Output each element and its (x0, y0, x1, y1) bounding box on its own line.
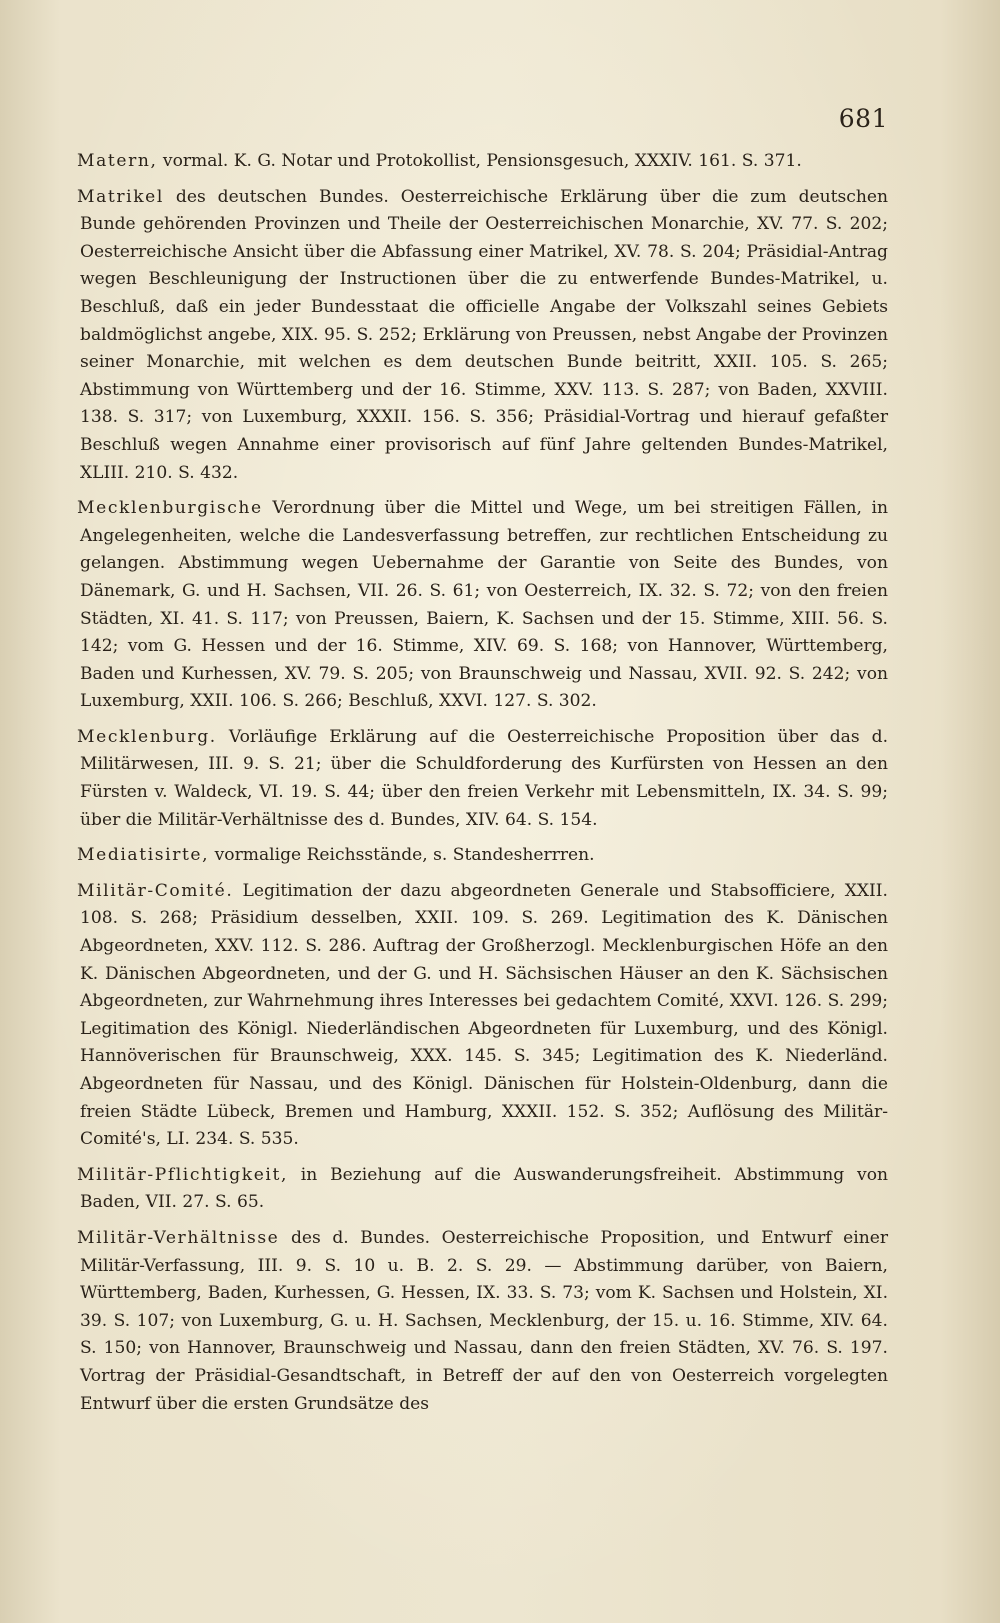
entry-term: Militär-Comité. (77, 880, 234, 901)
index-entry-matern (77, 148, 888, 176)
entry-body: des d. Bundes. Oesterreichische Proposition, und Entwurf einer Militär-Verfassung, III. 9. S. 10 u. B. 2. S. 29. — Abstimmung darüber, von Baiern, Württemberg, Baden, Kurhessen, G. Hessen, IX. 33. S. 73; vom K. Sachsen und Holstein, XI. 39. S. 107; von Luxemburg, G. u. H. Sachsen, Mecklenburg, der 15. u. 16. Stimme, XIV. 64. S. 150; von Hannover, Braunschweig und Nassau, dann den freien Städten, XV. 76. S. 197. Vortrag der Präsidial-Gesandtschaft, in Betreff der auf den von Oesterreich vorgelegten Entwurf über die ersten Grundsätze des (80, 1227, 888, 1414)
entry-term: Mediatisirte, (77, 845, 210, 866)
entry-term: Matern, (77, 151, 158, 171)
entry-term: Militär-Pflichtigkeit, (77, 1164, 288, 1185)
index-entry-militaer-verhaeltnisse (77, 1225, 888, 1418)
entry-body: Vorläufige Erklärung auf die Oesterreichische Proposition über das d. Militärwesen, III. 9. S. 21; über die Schuldforderung des Kurfürsten von Hessen an den Fürsten v. Waldeck, VI. 19. S. 44; über den freien Verkehr mit Lebensmitteln, IX. 34. S. 99; über die Militär-Verhältnisse des d. Bundes, XIV. 64. S. 154. (80, 726, 888, 830)
entry-body: des deutschen Bundes. Oesterreichische Erklärung über die zum deutschen Bunde gehörenden Provinzen und Theile der Oesterreichischen Monarchie, XV. 77. S. 202; Oesterreichische Ansicht über die Abfassung einer Matrikel, XV. 78. S. 204; Präsidial-Antrag wegen Beschleunigung der Instructionen über die zu entwerfende Bundes-Matrikel, u. Beschluß, daß ein jeder Bundesstaat die officielle Angabe der Volkszahl seines Gebiets baldmöglichst angebe, XIX. 95. S. 252; Erklärung von Preussen, nebst Angabe der Provinzen seiner Monarchie, mit welchen es dem deutschen Bunde beitritt, XXII. 105. S. 265; Abstimmung von Württemberg und der 16. Stimme, XXV. 113. S. 287; von Baden, XXVIII. 138. S. 317; von Luxemburg, XXXII. 156. S. 356; Präsidial-Vortrag und hierauf gefaßter Beschluß wegen Annahme einer provisorisch auf fünf Jahre geltenden Bundes-Matrikel, XLIII. 210. S. 432. (80, 186, 888, 483)
entry-body: Legitimation der dazu abgeordneten Generale und Stabsofficiere, XXII. 108. S. 268; Präsidium desselben, XXII. 109. S. 269. Legitimation des K. Dänischen Abgeordneten, XXV. 112. S. 286. Auftrag der Großherzogl. Mecklenburgischen Höfe an den K. Dänischen Abgeordneten, und der G. und H. Sächsischen Häuser an den K. Sächsischen Abgeordneten, zur Wahrnehmung ihres Interesses bei gedachtem Comité, XXVI. 126. S. 299; Legitimation des Königl. Niederländischen Abgeordneten für Luxemburg, und des Königl. Hannöverischen für Braunschweig, XXX. 145. S. 345; Legitimation des K. Niederländ. Abgeordneten für Nassau, und des Königl. Dänischen für Holstein-Oldenburg, dann die freien Städte Lübeck, Bremen und Hamburg, XXXII. 152. S. 352; Auflösung des Militär-Comité's, LI. 234. S. 535. (80, 880, 888, 1150)
index-entry-mecklenburgische (77, 495, 888, 716)
index-entry-mecklenburg (77, 724, 888, 834)
index-entry-militaer-pflichtigkeit (77, 1162, 888, 1217)
entry-body: vormalige Reichsstände, s. Standesherrren. (209, 845, 595, 866)
entry-body: vormal. K. G. Notar und Protokollist, Pensionsgesuch, XXXIV. 161. S. 371. (157, 151, 802, 171)
entry-term: Militär-Verhältnisse (77, 1227, 280, 1248)
index-text (77, 148, 888, 1426)
index-entry-militaer-comite (77, 878, 888, 1154)
index-entry-mediatisirte (77, 842, 888, 870)
entry-body: in Beziehung auf die Auswanderungsfreiheit. Abstimmung von Baden, VII. 27. S. 65. (80, 1164, 888, 1213)
index-entry-matrikel (77, 184, 888, 488)
entry-term: Mecklenburgische (77, 498, 263, 519)
entry-body: Verordnung über die Mittel und Wege, um bei streitigen Fällen, in Angelegenheiten, welche die Landesverfassung betreffen, zur rechtlichen Entscheidung zu gelangen. Abstimmung wegen Uebernahme der Garantie von Seite des Bundes, von Dänemark, G. und H. Sachsen, VII. 26. S. 61; von Oesterreich, IX. 32. S. 72; von den freien Städten, XI. 41. S. 117; von Preussen, Baiern, K. Sachsen und der 15. Stimme, XIII. 56. S. 142; vom G. Hessen und der 16. Stimme, XIV. 69. S. 168; von Hannover, Württemberg, Baden und Kurhessen, XV. 79. S. 205; von Braunschweig und Nassau, XVII. 92. S. 242; von Luxemburg, XXII. 106. S. 266; Beschluß, XXVI. 127. S. 302. (80, 498, 888, 712)
entry-term: Matrikel (77, 186, 164, 207)
page-number: 681 (838, 104, 888, 133)
entry-term: Mecklenburg. (77, 726, 217, 747)
